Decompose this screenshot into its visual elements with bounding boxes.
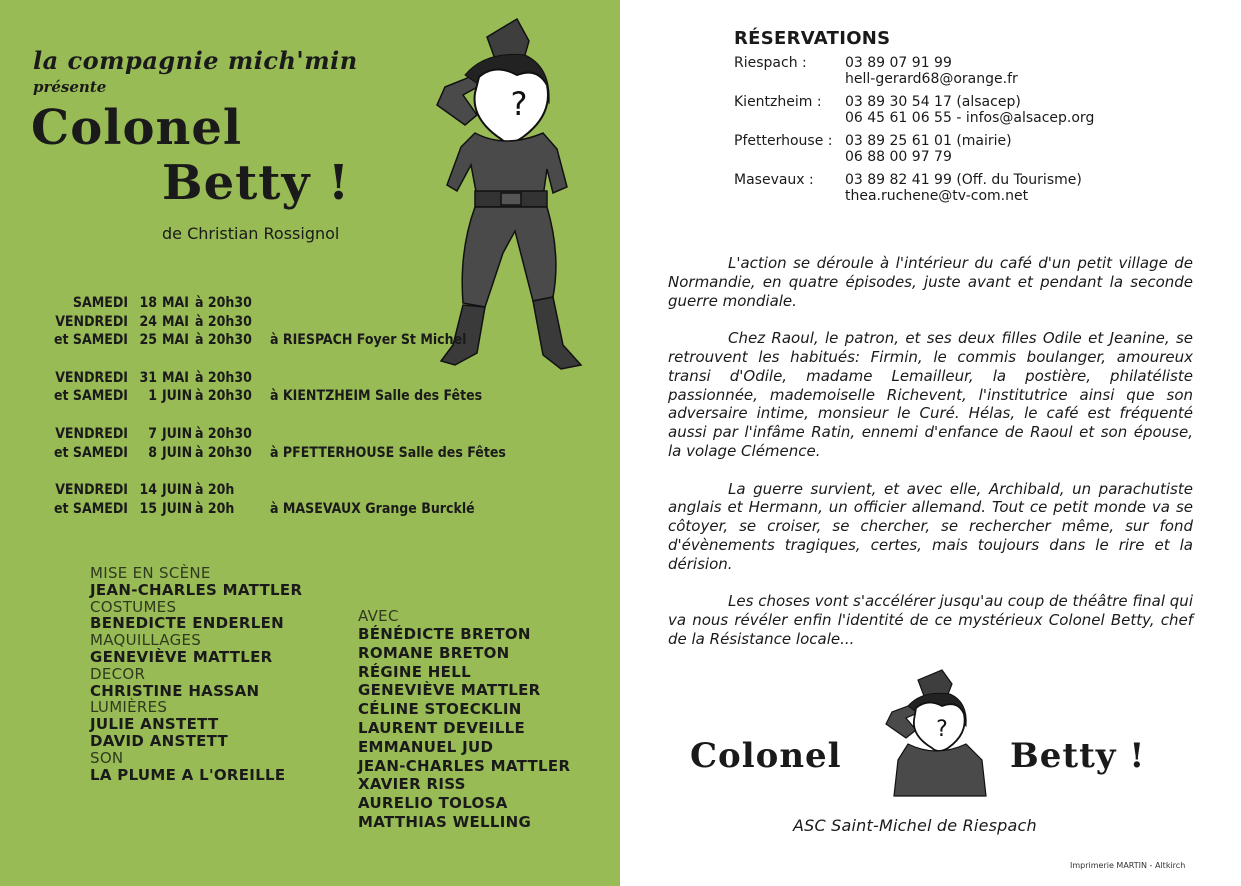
schedule-block: [28, 481, 506, 518]
reservation-row: [734, 172, 1094, 204]
credit-name: JEAN-CHARLES MATTLER: [90, 580, 303, 599]
credit-name: GENEVIÈVE MATTLER: [90, 647, 273, 666]
presente-label: présente: [33, 78, 107, 96]
schedule: [28, 294, 506, 537]
schedule-venue: à RIESPACH Foyer St Michel: [270, 332, 467, 349]
schedule-venue: à KIENTZHEIM Salle des Fêtes: [270, 388, 483, 405]
schedule-month: MAI: [162, 295, 189, 311]
asc-label: ASC Saint-Michel de Riespach: [793, 816, 1037, 835]
credit-name: DAVID ANSTETT: [90, 731, 229, 750]
credit-role: SON: [90, 748, 124, 767]
schedule-day: et SAMEDI: [53, 500, 128, 517]
synopsis-paragraph: Les choses vont s'accélérer jusqu'au coup de théâtre final qui va nous révéler enfin l'identité de ce mystérieux Colonel Betty, chef de la Résistance locale...: [668, 592, 1193, 648]
reservation-contact: hell-gerard68@orange.fr: [845, 71, 1018, 87]
schedule-month: MAI: [162, 313, 189, 330]
schedule-row: [28, 387, 506, 406]
printer-credit: Imprimerie MARTIN - Altkirch: [1070, 861, 1186, 870]
schedule-block: [28, 369, 506, 406]
cast-member: MATTHIAS WELLING: [358, 812, 532, 831]
schedule-time: à 20h: [195, 482, 235, 499]
schedule-day: VENDREDI: [55, 313, 128, 330]
logo-betty: Betty !: [1010, 736, 1146, 776]
schedule-block: [28, 425, 506, 462]
credit-role: COSTUMES: [90, 597, 177, 616]
reservation-town: Masevaux :: [734, 172, 814, 188]
reservation-row: [734, 133, 1094, 165]
reservation-town: Pfetterhouse :: [734, 133, 833, 149]
reservation-contact: 03 89 07 91 99: [845, 55, 952, 71]
cast-member: CÉLINE STOECKLIN: [358, 700, 522, 719]
left-panel: [0, 0, 620, 886]
reservation-contacts: [845, 172, 1082, 204]
schedule-time: à 20h30: [195, 425, 252, 442]
reservation-row: [734, 55, 1094, 87]
reservation-town: Kientzheim :: [734, 94, 822, 110]
schedule-date: 8: [148, 444, 157, 461]
schedule-date: 24: [139, 313, 157, 330]
reservation-contact: 03 89 25 61 01 (mairie): [845, 133, 1012, 149]
schedule-date: 25: [139, 332, 157, 349]
logo-colonel: Colonel: [690, 736, 842, 776]
schedule-day: et SAMEDI: [53, 444, 128, 461]
schedule-row: [28, 425, 506, 444]
credit-name: LA PLUME A L'OREILLE: [90, 765, 286, 784]
schedule-day: VENDREDI: [55, 425, 128, 442]
schedule-day: VENDREDI: [55, 482, 128, 499]
credit-name: CHRISTINE HASSAN: [90, 681, 260, 700]
reservation-contact: 06 45 61 06 55 - infos@alsacep.org: [845, 110, 1095, 126]
logo-question-mark: ?: [936, 717, 948, 742]
schedule-month: JUIN: [162, 444, 193, 461]
schedule-date: 1: [148, 388, 157, 405]
schedule-row: [28, 481, 506, 500]
cast-role: AVEC: [358, 607, 399, 625]
schedule-date: 14: [139, 482, 157, 499]
schedule-time: à 20h30: [195, 444, 252, 461]
question-mark: ?: [510, 85, 528, 123]
cast-member: GENEVIÈVE MATTLER: [358, 681, 541, 700]
reservation-contact: 06 88 00 97 79: [845, 149, 952, 165]
cast-member: XAVIER RISS: [358, 775, 466, 794]
cast-member: RÉGINE HELL: [358, 662, 471, 681]
reservation-contact: 03 89 30 54 17 (alsacep): [845, 94, 1021, 110]
reservation-contacts: [845, 133, 1012, 165]
schedule-time: à 20h30: [195, 332, 252, 349]
synopsis-paragraph: La guerre survient, et avec elle, Archibald, un parachutiste anglais et Hermann, un officier allemand. Tout ce petit monde va se côtoyer, se croiser, se chercher, se rechercher même, sur fond d'évènements tragiques, certes, mais toujours dans le rire et la dérision.: [668, 479, 1193, 573]
schedule-date: 7: [148, 425, 157, 442]
title-line-1: Colonel: [31, 100, 243, 156]
cast-member: AURELIO TOLOSA: [358, 794, 508, 813]
small-soldier-illustration: [878, 668, 998, 798]
schedule-date: 18: [139, 295, 157, 311]
cast-member: LAURENT DEVEILLE: [358, 718, 525, 737]
schedule-date: 15: [139, 500, 157, 517]
schedule-row: [28, 369, 506, 388]
synopsis-paragraph: Chez Raoul, le patron, et ses deux filles Odile et Jeanine, se retrouvent les habitués: Firmin, le commis boulanger, amoureux transi d'Odile, madame Lemailleur, la postière, philatéliste passionnée, mademoiselle Richevent, l'institutrice ainsi que son adversaire intime, monsieur le Curé. Hélas, le café est fréquenté aussi par l'infâme Ratin, ennemi d'enfance de Raoul et son épouse, la volage Clémence.: [668, 329, 1193, 460]
schedule-month: JUIN: [162, 425, 193, 442]
schedule-day: et SAMEDI: [53, 332, 128, 349]
schedule-month: JUIN: [162, 500, 193, 517]
reservation-contacts: [845, 94, 1094, 126]
schedule-time: à 20h30: [195, 313, 252, 330]
schedule-row: [28, 331, 506, 350]
reservation-town: Riespach :: [734, 55, 807, 71]
credit-role: MISE EN SCÈNE: [90, 564, 211, 582]
reservation-contacts: [845, 55, 1018, 87]
credit-role: DECOR: [90, 664, 146, 683]
cast-member: BÉNÉDICTE BRETON: [358, 625, 531, 643]
cast-member: JEAN-CHARLES MATTLER: [358, 756, 571, 775]
title-line-2: Betty !: [162, 155, 351, 211]
schedule-block: [28, 294, 506, 350]
credit-role: MAQUILLAGES: [90, 631, 202, 650]
schedule-venue: à MASEVAUX Grange Burcklé: [270, 500, 475, 517]
reservation-row: [734, 94, 1094, 126]
schedule-month: JUIN: [162, 482, 193, 499]
schedule-row: [28, 500, 506, 519]
cast: [358, 607, 570, 832]
schedule-time: à 20h: [195, 500, 235, 517]
credits: [90, 565, 302, 783]
reservations-list: [734, 55, 1094, 211]
schedule-time: à 20h30: [195, 295, 252, 311]
schedule-row: [28, 444, 506, 463]
schedule-date: 31: [139, 369, 157, 386]
schedule-row: [28, 294, 506, 313]
schedule-day: VENDREDI: [55, 369, 128, 386]
schedule-month: MAI: [162, 332, 189, 349]
schedule-venue: à PFETTERHOUSE Salle des Fêtes: [270, 444, 506, 461]
company-name: la compagnie mich'min: [33, 46, 358, 75]
author: de Christian Rossignol: [162, 224, 340, 243]
schedule-time: à 20h30: [195, 369, 252, 386]
credit-name: JULIE ANSTETT: [90, 715, 219, 734]
credit-role: LUMIÈRES: [90, 698, 168, 717]
schedule-day: et SAMEDI: [53, 388, 128, 405]
schedule-time: à 20h30: [195, 388, 252, 405]
credit-name: BENEDICTE ENDERLEN: [90, 614, 285, 633]
schedule-day: SAMEDI: [72, 295, 128, 311]
synopsis: [668, 254, 1193, 668]
synopsis-paragraph: L'action se déroule à l'intérieur du café d'un petit village de Normandie, en quatre épisodes, juste avant et pendant la seconde guerre mondiale.: [668, 254, 1193, 310]
cast-member: ROMANE BRETON: [358, 643, 510, 662]
reservation-contact: thea.ruchene@tv-com.net: [845, 188, 1029, 204]
reservation-contact: 03 89 82 41 99 (Off. du Tourisme): [845, 172, 1082, 188]
right-panel: [620, 0, 1241, 886]
schedule-month: JUIN: [162, 388, 193, 405]
reservations-title: RÉSERVATIONS: [734, 28, 891, 49]
cast-member: EMMANUEL JUD: [358, 737, 494, 756]
schedule-month: MAI: [162, 369, 189, 386]
schedule-row: [28, 313, 506, 332]
